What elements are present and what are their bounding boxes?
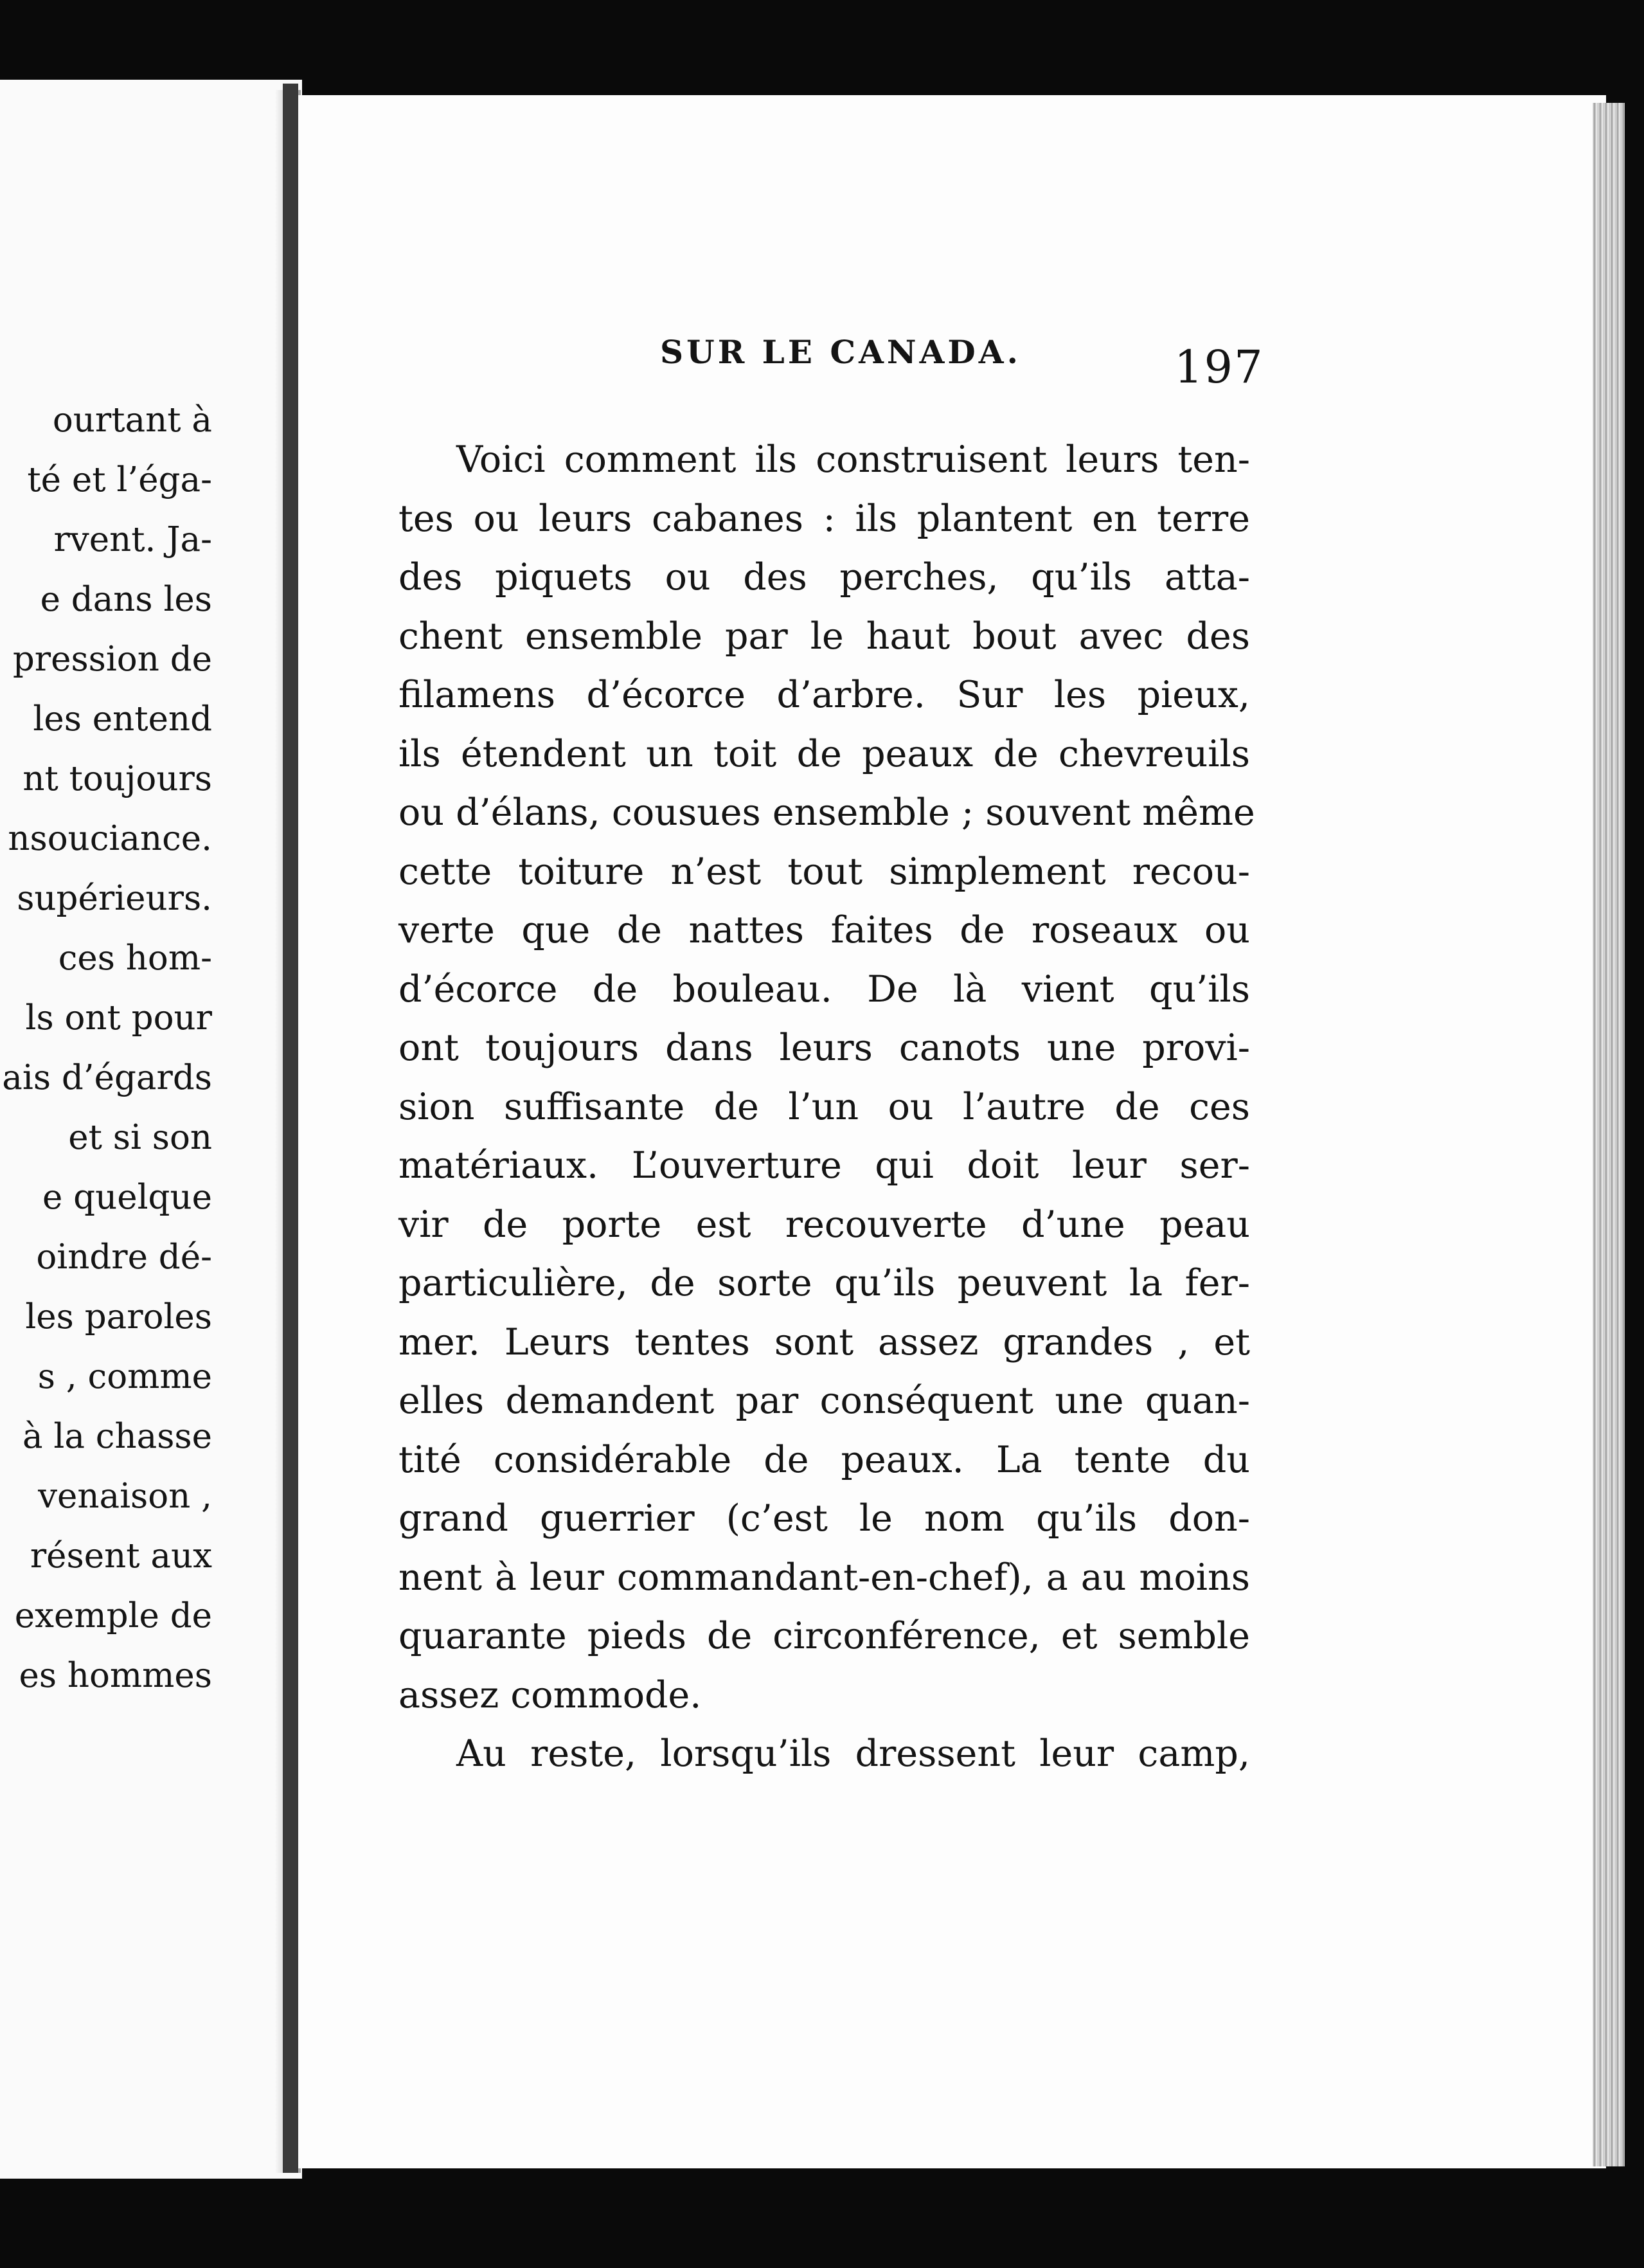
text-line: sion suffisante de l’un ou l’autre de ces: [398, 1085, 1250, 1128]
left-text-line: es hommes: [19, 1656, 212, 1695]
left-text-line: ourtant à: [52, 401, 212, 440]
left-text-line: rvent. Ja-: [53, 520, 212, 559]
text-line: verte que de nattes faites de roseaux ou: [398, 909, 1250, 951]
text-line: quarante pieds de circonférence, et semble: [398, 1615, 1250, 1657]
left-text-line: oindre dé-: [36, 1238, 212, 1277]
text-block: [398, 431, 1255, 1784]
text-line: particulière, de sorte qu’ils peuvent la fer-: [398, 1262, 1250, 1304]
left-text-line: nt toujours: [22, 759, 212, 798]
left-text-line: nsouciance.: [8, 819, 212, 858]
text-line: mer. Leurs tentes sont assez grandes , et: [398, 1320, 1250, 1364]
left-text-line: résent aux: [30, 1536, 212, 1576]
left-text-line: venaison ,: [38, 1477, 212, 1516]
text-line: ou d’élans, cousues ensemble ; souvent même: [398, 791, 1255, 834]
left-text-line: té et l’éga-: [27, 460, 212, 500]
left-text-line: à la chasse: [22, 1417, 212, 1456]
left-text-line: ces hom-: [58, 939, 212, 978]
left-text-line: e quelque: [42, 1178, 212, 1217]
page-number: 197: [1174, 341, 1264, 393]
text-line: assez commode.: [398, 1673, 702, 1716]
text-line: des piquets ou des perches, qu’ils atta-: [398, 556, 1250, 598]
text-line: ils étendent un toit de peaux de chevreuils: [398, 732, 1250, 775]
text-line: grand guerrier (c’est le nom qu’ils don-: [398, 1497, 1250, 1540]
text-line: matériaux. L’ouverture qui doit leur ser-: [398, 1144, 1250, 1187]
text-line: elles demandent par conséquent une quan-: [398, 1380, 1250, 1422]
text-line: Voici comment ils construisent leurs ten-: [456, 438, 1250, 481]
text-line: tes ou leurs cabanes : ils plantent en terre: [398, 497, 1250, 540]
left-text-line: s , comme: [37, 1357, 212, 1396]
text-line: ont toujours dans leurs canots une provi-: [398, 1027, 1250, 1069]
left-text-line: exemple de: [14, 1596, 212, 1635]
book-gutter: [283, 84, 298, 2173]
text-line: chent ensemble par le haut bout avec des: [398, 615, 1250, 658]
text-line: Au reste, lorsqu’ils dressent leur camp,: [456, 1733, 1250, 1775]
left-text-line: supérieurs.: [17, 879, 212, 918]
left-text-line: pression de: [12, 640, 212, 679]
text-line: tité considérable de peaux. La tente du: [398, 1438, 1250, 1481]
left-page: [0, 80, 302, 2179]
text-line: cette toiture n’est tout simplement recou-: [398, 850, 1250, 893]
page-edge: [1593, 103, 1625, 2166]
running-head: SUR LE CANADA.: [660, 333, 1021, 371]
text-line: filamens d’écorce d’arbre. Sur les pieux,: [398, 674, 1250, 716]
text-line: d’écorce de bouleau. De là vient qu’ils: [398, 968, 1250, 1011]
left-text-line: ls ont pour: [25, 998, 212, 1038]
left-text-line: et si son: [68, 1118, 212, 1157]
left-text-line: les paroles: [25, 1297, 212, 1336]
left-text-line: ais d’égards: [2, 1058, 212, 1097]
left-text-line: e dans les: [40, 580, 212, 619]
text-line: nent à leur commandant-en-chef), a au moins: [398, 1556, 1250, 1599]
left-text-line: les entend: [33, 699, 212, 739]
text-line: vir de porte est recouverte d’une peau: [398, 1203, 1250, 1246]
